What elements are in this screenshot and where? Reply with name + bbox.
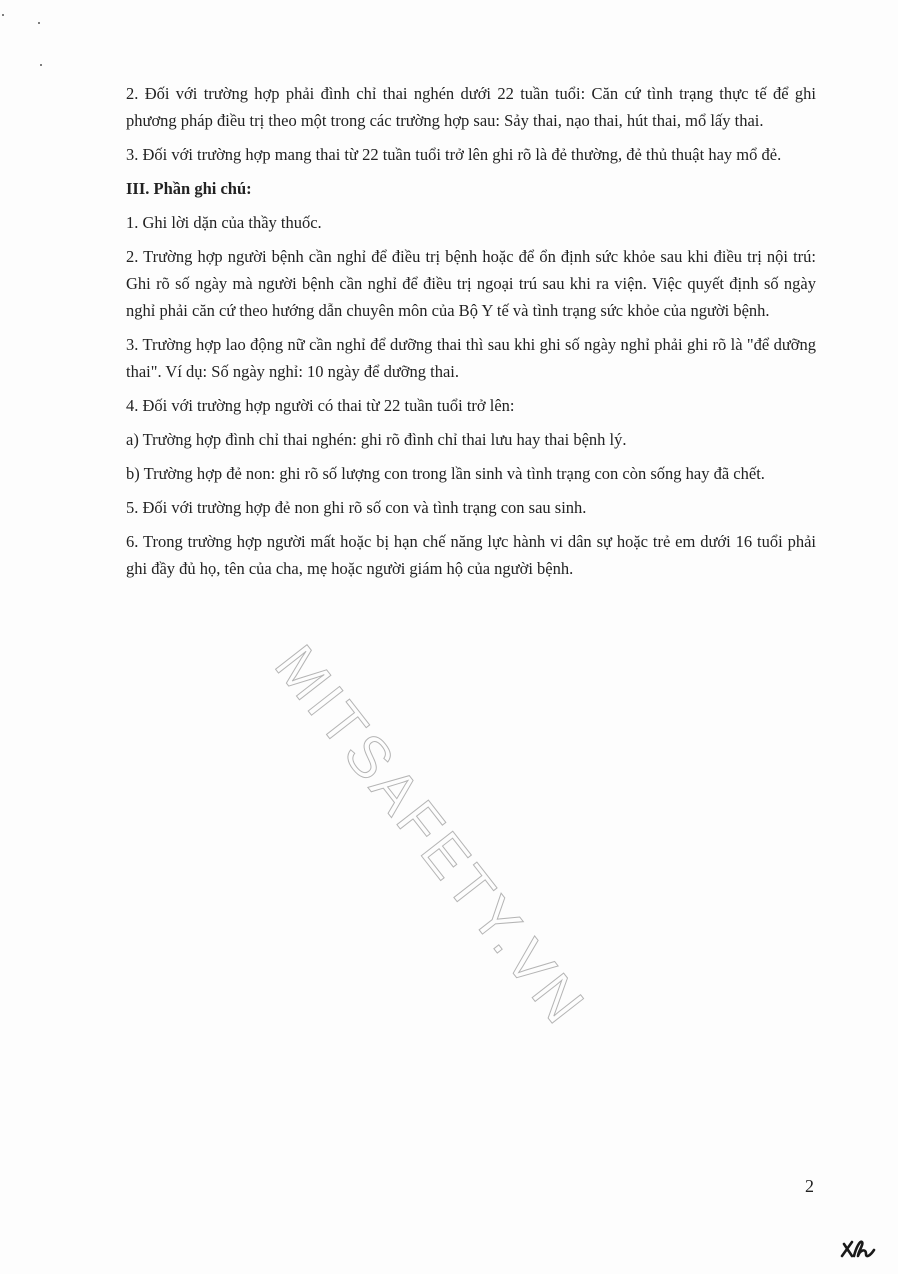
note-item-4: 4. Đối với trường hợp người có thai từ 22 tuần tuổi trở lên: [126, 396, 515, 415]
note-item-5: 5. Đối với trường hợp đẻ non ghi rõ số con và tình trạng con sau sinh. [126, 498, 587, 517]
note-item-6: 6. Trong trường hợp người mất hoặc bị hạn chế năng lực hành vi dân sự hoặc trẻ em dưới 16 tuổi phải ghi đầy đủ họ, tên của cha, mẹ hoặc người giám hộ của người bệnh. [126, 532, 816, 578]
watermark: MITSAFETY.VN [262, 633, 599, 1039]
page-number: 2 [805, 1176, 814, 1196]
paragraph-termination-under-22-weeks: 2. Đối với trường hợp phải đình chỉ thai nghén dưới 22 tuần tuổi: Căn cứ tình trạng thực tế để ghi phương pháp điều trị theo một trong các trường hợp sau: Sảy thai, nạo thai, hút thai, mổ lấy thai. [126, 84, 816, 130]
paragraph-pregnancy-over-22-weeks: 3. Đối với trường hợp mang thai từ 22 tuần tuổi trở lên ghi rõ là đẻ thường, đẻ thủ thuật hay mổ đẻ. [126, 145, 782, 164]
document-body [126, 80, 816, 589]
note-item-4b: b) Trường hợp đẻ non: ghi rõ số lượng con trong lần sinh và tình trạng con còn sống hay đã chết. [126, 464, 765, 483]
signature-initials-icon [838, 1236, 878, 1262]
note-item-4a: a) Trường hợp đình chỉ thai nghén: ghi rõ đình chỉ thai lưu hay thai bệnh lý. [126, 430, 627, 449]
note-item-1: 1. Ghi lời dặn của thầy thuốc. [126, 213, 322, 232]
section-heading-notes: III. Phần ghi chú: [126, 179, 252, 198]
note-item-3: 3. Trường hợp lao động nữ cần nghỉ để dưỡng thai thì sau khi ghi số ngày nghỉ phải ghi rõ là "để dưỡng thai". Ví dụ: Số ngày nghỉ: 10 ngày để dưỡng thai. [126, 335, 816, 381]
note-item-2: 2. Trường hợp người bệnh cần nghỉ để điều trị bệnh hoặc để ổn định sức khỏe sau khi điều trị nội trú: Ghi rõ số ngày mà người bệnh cần nghỉ để điều trị ngoại trú sau khi ra viện. Việc quyết định số ngày nghỉ phải căn cứ theo hướng dẫn chuyên môn của Bộ Y tế và tình trạng sức khỏe của người bệnh. [126, 247, 816, 320]
